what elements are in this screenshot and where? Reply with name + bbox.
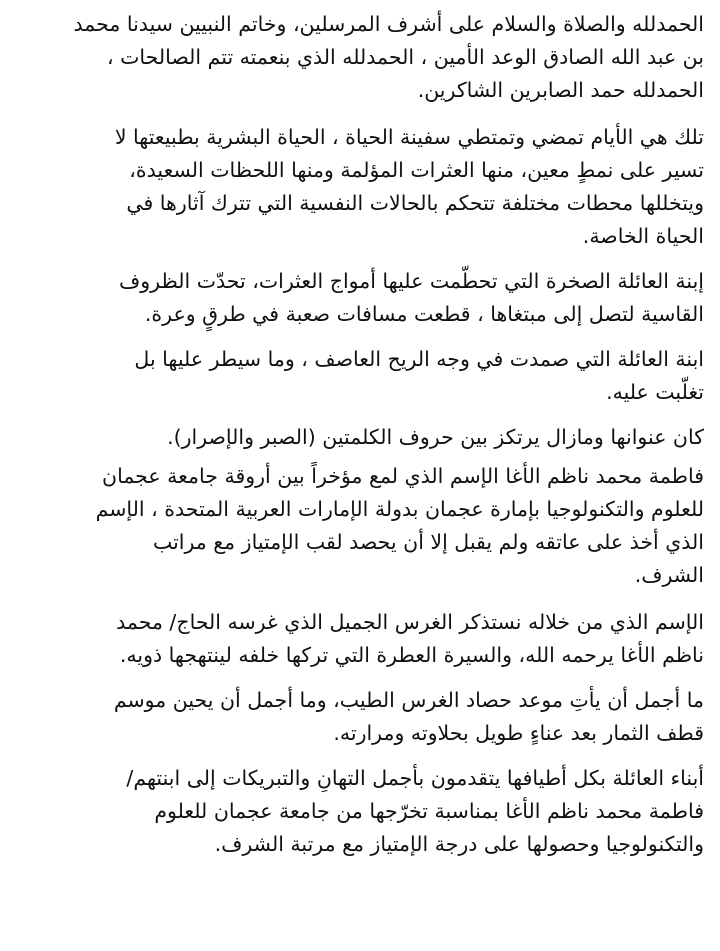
text-line: إبنة العائلة الصخرة التي تحطّمت عليها أمواج العثرات، تحدّت الظروف — [119, 269, 704, 293]
paragraph-patience-persistence — [16, 421, 704, 454]
text-line: تسير على نمطٍ معين، منها العثرات المؤلمة ومنها اللحظات السعيدة، — [129, 158, 704, 182]
text-line: والتكنولوجيا وحصولها على درجة الإمتياز مع مرتبة الشرف. — [214, 832, 704, 856]
text-line: ناظم الأغا يرحمه الله، والسيرة العطرة التي تركها خلفه لينتهجها ذويه. — [119, 643, 704, 667]
text-line: للعلوم والتكنولوجيا بإمارة عجمان بدولة الإمارات العربية المتحدة ، الإسم — [95, 497, 704, 521]
paragraph-harvest — [16, 684, 704, 750]
text-line: تلك هي الأيام تمضي وتمتطي سفينة الحياة ، الحياة البشرية بطبيعتها لا — [114, 125, 704, 149]
text-line: بن عبد الله الصادق الوعد الأمين ، الحمدلله الذي بنعمته تتم الصالحات ، — [106, 45, 704, 69]
text-line: الإسم الذي من خلاله نستذكر الغرس الجميل الذي غرسه الحاج/ محمد — [116, 610, 704, 634]
text-line: أبناء العائلة بكل أطيافها يتقدمون بأجمل التهانِ والتبريكات إلى ابنتهم/ — [126, 766, 704, 790]
paragraph-family-rock — [16, 265, 704, 331]
text-line: الحمدلله والصلاة والسلام على أشرف المرسلين، وخاتم النبيين سيدنا محمد — [73, 12, 704, 36]
text-line: قطف الثمار بعد عناءٍ طويل بحلاوته ومرارته. — [333, 721, 704, 745]
text-line: القاسية لتصل إلى مبتغاها ، قطعت مسافات صعبة في طرقٍ وعرة. — [144, 302, 704, 326]
text-line: الذي أخذ على عاتقه ولم يقبل إلا أن يحصد لقب الإمتياز مع مراتب — [152, 530, 704, 554]
text-line: ابنة العائلة التي صمدت في وجه الريح العاصف ، وما سيطر عليها بل — [134, 347, 704, 371]
paragraph-stormy-wind — [16, 343, 704, 409]
paragraph-opening-praise — [16, 8, 704, 107]
paragraph-life-journey — [16, 121, 704, 253]
text-line: ويتخللها محطات مختلفة تتحكم بالحالات النفسية التي تترك آثارها في — [126, 191, 704, 215]
paragraph-graduate-name — [16, 460, 704, 592]
text-line: الحمدلله حمد الصابرين الشاكرين. — [417, 78, 704, 102]
text-line: ما أجمل أن يأتِ موعد حصاد الغرس الطيب، وما أجمل أن يحين موسم — [113, 688, 704, 712]
paragraph-congratulations — [16, 762, 704, 861]
paragraph-remembrance — [16, 606, 704, 672]
text-line: تغلّبت عليه. — [606, 380, 704, 404]
text-line: كان عنوانها ومازال يرتكز بين حروف الكلمتين (الصبر والإصرار). — [167, 425, 704, 449]
text-line: فاطمة محمد ناظم الأغا بمناسبة تخرّجها من جامعة عجمان للعلوم — [154, 799, 704, 823]
text-line: الشرف. — [634, 563, 704, 587]
text-line: الحياة الخاصة. — [582, 224, 704, 248]
text-line: فاطمة محمد ناظم الأغا الإسم الذي لمع مؤخراً بين أروقة جامعة عجمان — [102, 464, 704, 488]
